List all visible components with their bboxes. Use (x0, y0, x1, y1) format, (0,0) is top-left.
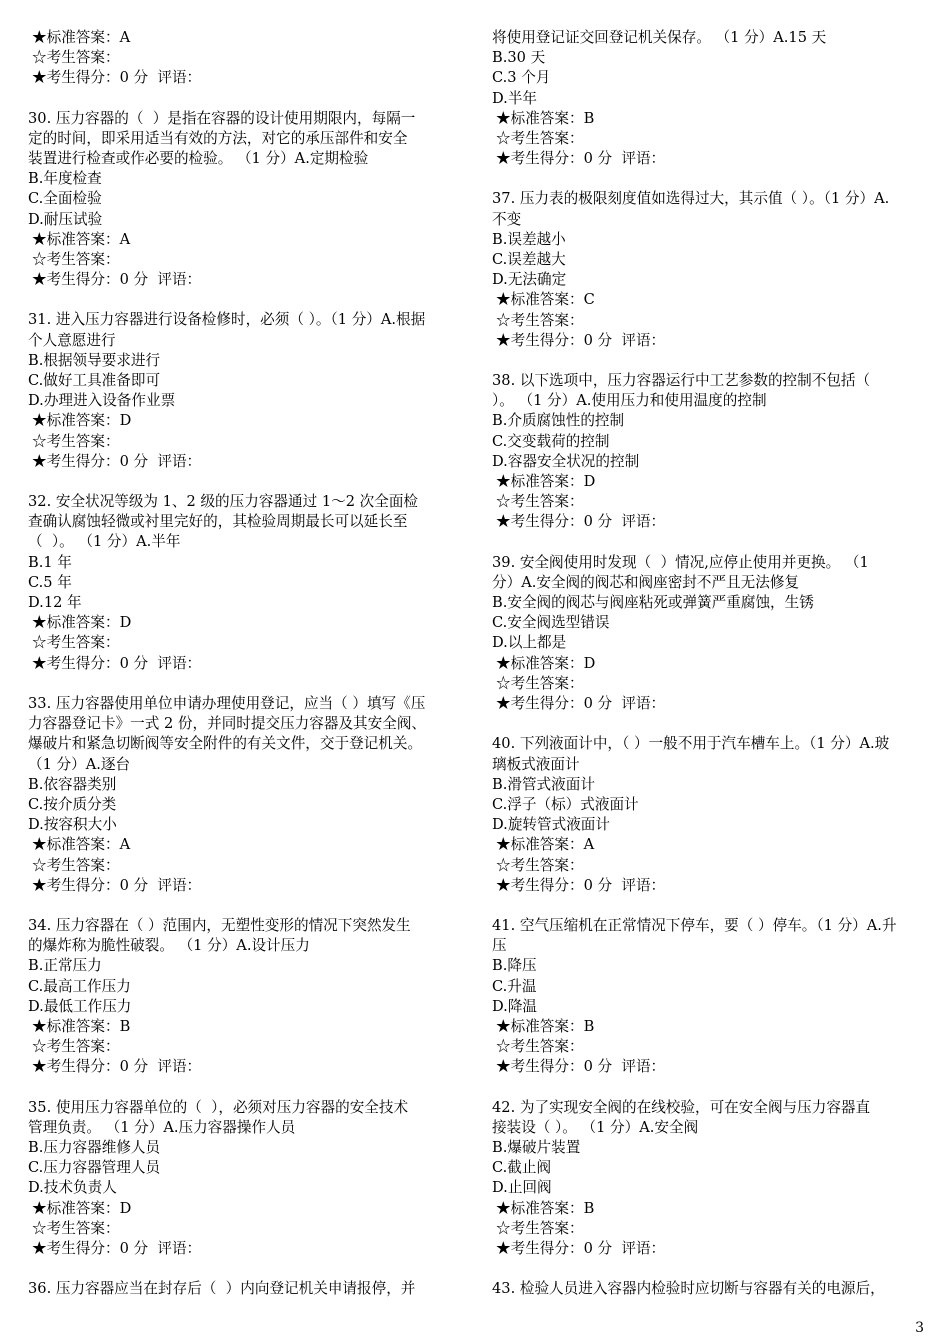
blank-line (28, 290, 464, 310)
question-line: D.降温 (492, 997, 538, 1015)
blank-line (28, 472, 464, 492)
question-line: （ ）。 （1 分）A.半年 (28, 533, 181, 551)
question-line: 接装设（ ）。 （1 分）A.安全阀 (492, 1118, 699, 1136)
answer-line: ★标准答案：A (32, 836, 131, 854)
question-line: 管理负责。 （1 分）A.压力容器操作人员 (28, 1118, 296, 1136)
question-line: D.旋转管式液面计 (492, 816, 610, 834)
answer-line: ★考生得分：0 分 评语： (496, 513, 666, 531)
blank-line (492, 1078, 924, 1098)
answer-line: ☆考生答案： (32, 1038, 120, 1056)
question-line: C.按介质分类 (28, 795, 117, 813)
answer-line: ☆考生答案： (496, 1038, 584, 1056)
question-line: B.压力容器维修人员 (28, 1138, 161, 1156)
answer-line: ☆考生答案： (32, 251, 120, 269)
answer-line: ★考生得分：0 分 评语： (32, 1058, 202, 1076)
answer-line: ☆考生答案： (32, 49, 120, 67)
question-line: D.以上都是 (492, 634, 567, 652)
answer-line: ★考生得分：0 分 评语： (496, 695, 666, 713)
blank-line (28, 89, 464, 109)
answer-line: ★标准答案：B (496, 109, 595, 127)
left-column (28, 28, 464, 1299)
question-line: D.技术负责人 (28, 1179, 117, 1197)
question-line: C.误差越大 (492, 251, 566, 269)
answer-line: ★标准答案：D (496, 473, 596, 491)
question-line: B.介质腐蚀性的控制 (492, 412, 625, 430)
question-line: B.安全阀的阀芯与阀座粘死或弹簧严重腐蚀，生锈 (492, 594, 814, 612)
answer-line: ★标准答案：B (496, 1017, 595, 1035)
answer-line: ★标准答案：D (32, 614, 132, 632)
question-line: B.爆破片装置 (492, 1138, 581, 1156)
question-line: 37. 压力表的极限刻度值如选得过大，其示值（ ）。（1 分）A. (492, 190, 890, 208)
question-line: D.无法确定 (492, 271, 567, 289)
answer-line: ★标准答案：B (496, 1199, 595, 1217)
blank-line (28, 1078, 464, 1098)
answer-line: ★考生得分：0 分 评语： (496, 876, 666, 894)
answer-line: ☆考生答案： (496, 856, 584, 874)
question-line: C.升温 (492, 977, 537, 995)
question-line: 36. 压力容器应当在封存后（ ）内向登记机关申请报停，并 (28, 1280, 416, 1298)
question-line: B.根据领导要求进行 (28, 351, 161, 369)
question-line: D.办理进入设备作业票 (28, 392, 176, 410)
answer-line: ☆考生答案： (32, 1219, 120, 1237)
answer-line: ★考生得分：0 分 评语： (496, 1239, 666, 1257)
question-line: C.浮子（标）式液面计 (492, 795, 639, 813)
question-line: C.5 年 (28, 573, 72, 591)
question-line: B.1 年 (28, 553, 72, 571)
question-line: C.截止阀 (492, 1159, 552, 1177)
question-line: 分）A.安全阀的阀芯和阀座密封不严且无法修复 (492, 573, 800, 591)
answer-line: ★考生得分：0 分 评语： (496, 331, 666, 349)
blank-line (492, 533, 924, 553)
question-line: D.按容积大小 (28, 816, 117, 834)
question-line: 39. 安全阀使用时发现（ ）情况,应停止使用并更换。 （1 (492, 553, 869, 571)
question-line: B.依容器类别 (28, 775, 117, 793)
question-line: B.降压 (492, 957, 537, 975)
answer-line: ★考生得分：0 分 评语： (32, 452, 202, 470)
answer-line: ☆考生答案： (496, 311, 584, 329)
answer-line: ★考生得分：0 分 评语： (32, 271, 202, 289)
question-line: 璃板式液面计 (492, 755, 580, 773)
question-line: D.止回阀 (492, 1179, 552, 1197)
question-line: 32. 安全状况等级为 1、2 级的压力容器通过 1～2 次全面检 (28, 493, 419, 511)
question-line: 34. 压力容器在（ ）范围内，无塑性变形的情况下突然发生 (28, 916, 411, 934)
question-line: 31. 进入压力容器进行设备检修时，必须（ ）。（1 分）A.根据 (28, 311, 426, 329)
answer-line: ☆考生答案： (496, 674, 584, 692)
blank-line (492, 714, 924, 734)
question-line: C.最高工作压力 (28, 977, 131, 995)
question-line: 41. 空气压缩机在正常情况下停车，要（ ）停车。（1 分）A.升 (492, 916, 897, 934)
answer-line: ★标准答案：A (32, 230, 131, 248)
question-line: 爆破片和紧急切断阀等安全附件的有关文件，交于登记机关。 (28, 735, 423, 753)
answer-line: ★标准答案：D (32, 1199, 132, 1217)
blank-line (492, 169, 924, 189)
answer-line: ★考生得分：0 分 评语： (496, 150, 666, 168)
question-line: 38. 以下选项中，压力容器运行中工艺参数的控制不包括（ (492, 372, 871, 390)
question-line: B.正常压力 (28, 957, 102, 975)
answer-line: ★考生得分：0 分 评语： (496, 1058, 666, 1076)
question-line: 将使用登记证交回登记机关保存。 （1 分）A.15 天 (492, 29, 827, 46)
blank-line (28, 896, 464, 916)
question-line: 30. 压力容器的（ ）是指在容器的设计使用期限内，每隔一 (28, 109, 416, 127)
answer-line: ☆考生答案： (32, 634, 120, 652)
blank-line (28, 1259, 464, 1279)
question-line: 不变 (492, 210, 522, 228)
answer-line: ☆考生答案： (32, 432, 120, 450)
question-line: B.30 天 (492, 49, 546, 67)
question-line: 装置进行检查或作必要的检验。 （1 分）A.定期检验 (28, 150, 369, 168)
right-column (492, 28, 924, 1299)
question-line: D.半年 (492, 89, 538, 107)
answer-line: ★标准答案：D (32, 412, 132, 430)
answer-line: ☆考生答案： (496, 493, 584, 511)
question-line: B.滑管式液面计 (492, 775, 595, 793)
question-line: （1 分）A.逐台 (28, 755, 131, 773)
page-number: 3 (915, 1320, 924, 1336)
question-line: 力容器登记卡》一式 2 份，并同时提交压力容器及其安全阀、 (28, 715, 427, 733)
question-line: C.安全阀选型错误 (492, 614, 610, 632)
question-line: C.全面检验 (28, 190, 102, 208)
answer-line: ★标准答案：B (32, 1017, 131, 1035)
question-line: D.12 年 (28, 594, 82, 612)
question-line: 40. 下列液面计中，（ ）一般不用于汽车槽车上。（1 分）A.玻 (492, 735, 890, 753)
question-line: 42. 为了实现安全阀的在线校验，可在安全阀与压力容器直 (492, 1098, 871, 1116)
question-line: D.容器安全状况的控制 (492, 452, 640, 470)
blank-line (492, 1259, 924, 1279)
answer-line: ☆考生答案： (32, 856, 120, 874)
question-line: 43. 检验人员进入容器内检验时应切断与容器有关的电源后， (492, 1280, 885, 1298)
answer-line: ☆考生答案： (496, 1219, 584, 1237)
question-line: ）。 （1 分）A.使用压力和使用温度的控制 (492, 392, 767, 410)
question-line: C.压力容器管理人员 (28, 1159, 161, 1177)
answer-line: ★考生得分：0 分 评语： (32, 654, 202, 672)
blank-line (492, 351, 924, 371)
answer-line: ☆考生答案： (496, 130, 584, 148)
question-line: B.误差越小 (492, 230, 566, 248)
question-line: 的爆炸称为脆性破裂。 （1 分）A.设计压力 (28, 937, 310, 955)
question-line: C.做好工具准备即可 (28, 372, 161, 390)
blank-line (28, 674, 464, 694)
answer-line: ★考生得分：0 分 评语： (32, 876, 202, 894)
question-line: 查确认腐蚀轻微或衬里完好的，其检验周期最长可以延长至 (28, 513, 408, 531)
answer-line: ★考生得分：0 分 评语： (32, 1239, 202, 1257)
answer-line: ★标准答案：A (496, 836, 595, 854)
question-line: 个人意愿进行 (28, 331, 116, 349)
question-line: 35. 使用压力容器单位的（ ），必须对压力容器的安全技术 (28, 1098, 409, 1116)
question-line: D.最低工作压力 (28, 997, 132, 1015)
answer-line: ★标准答案：A (32, 29, 131, 46)
answer-line: ★标准答案：C (496, 291, 595, 309)
question-line: B.年度检查 (28, 170, 102, 188)
question-line: 定的时间，即采用适当有效的方法，对它的承压部件和安全 (28, 129, 408, 147)
question-line: D.耐压试验 (28, 210, 103, 228)
answer-line: ★标准答案：D (496, 654, 596, 672)
question-line: C.交变载荷的控制 (492, 432, 610, 450)
question-line: C.3 个月 (492, 69, 551, 87)
question-line: 压 (492, 937, 507, 955)
answer-line: ★考生得分：0 分 评语： (32, 69, 202, 87)
question-line: 33. 压力容器使用单位申请办理使用登记，应当（ ）填写《压 (28, 694, 426, 712)
blank-line (492, 896, 924, 916)
